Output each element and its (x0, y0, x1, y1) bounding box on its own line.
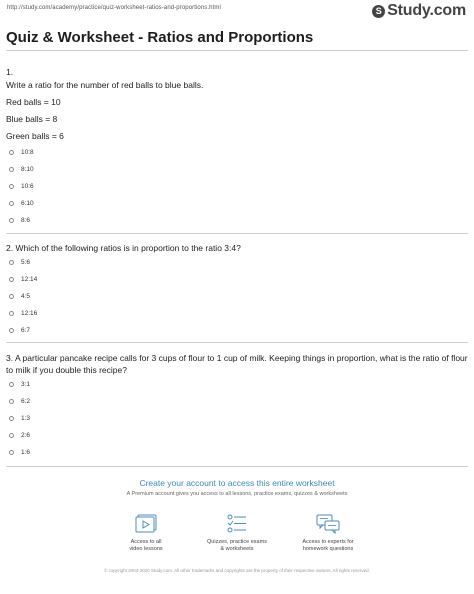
radio-button[interactable] (9, 433, 14, 438)
question-text: 2. Which of the following ratios is in proportion to the ratio 3:4? (6, 243, 241, 253)
question-divider (6, 342, 468, 343)
radio-button[interactable] (9, 311, 14, 316)
logo-mark-icon: S (372, 5, 385, 18)
option-label: 2:6 (21, 432, 31, 439)
option-label: 1:6 (21, 449, 31, 456)
question-1 (6, 67, 468, 141)
feature-label: Quizzes, practice exams (207, 539, 267, 545)
copyright-footer: © copyright 2003-2020 Study.com. All other trademarks and copyrights are the property of their respective owners. All rights reserved. (104, 568, 370, 573)
radio-button[interactable] (9, 382, 14, 387)
feature-label: homework questions (302, 546, 354, 552)
option-label: 6:7 (21, 327, 31, 334)
quiz-checklist-icon (224, 513, 250, 535)
option-label: 12:14 (21, 276, 38, 283)
info-line: Blue balls = 8 (6, 114, 58, 124)
feature-video-lessons (101, 513, 191, 553)
answer-option[interactable] (9, 144, 34, 161)
option-label: 4:5 (21, 293, 31, 300)
signup-cta (0, 478, 474, 497)
radio-button[interactable] (9, 167, 14, 172)
answer-option[interactable] (9, 212, 34, 229)
answer-options-1 (9, 144, 34, 229)
option-label: 8:10 (21, 166, 34, 173)
cta-divider (6, 466, 468, 467)
answer-option[interactable] (9, 161, 34, 178)
answer-option[interactable] (9, 271, 37, 288)
question-3 (6, 350, 468, 376)
answer-option[interactable] (9, 178, 34, 195)
option-label: 6:10 (21, 200, 34, 207)
radio-button[interactable] (9, 294, 14, 299)
feature-label: Access to all (130, 539, 162, 545)
question-divider (6, 233, 468, 234)
answer-options-3 (9, 376, 30, 461)
answer-option[interactable] (9, 195, 34, 212)
question-2 (6, 240, 468, 254)
option-label: 3:1 (21, 381, 31, 388)
radio-button[interactable] (9, 201, 14, 206)
answer-option[interactable] (9, 254, 37, 271)
answer-option[interactable] (9, 322, 37, 339)
answer-option[interactable] (9, 288, 37, 305)
option-label: 5:6 (21, 259, 31, 266)
option-label: 10:8 (21, 149, 34, 156)
radio-button[interactable] (9, 399, 14, 404)
answer-option[interactable] (9, 305, 37, 322)
chat-bubbles-icon (315, 513, 341, 535)
answer-option[interactable] (9, 410, 30, 427)
radio-button[interactable] (9, 277, 14, 282)
question-text: 3. A particular pancake recipe calls for 3 cups of flour to 1 cup of milk. Keeping things in proportion, what is the ratio of flour to milk if you double this recipe? (6, 353, 468, 375)
cta-title[interactable]: Create your account to access this entire worksheet (139, 478, 335, 488)
radio-button[interactable] (9, 328, 14, 333)
cta-subtitle: A Premium account gives you access to all lessons, practice exams, quizzes & worksheets (126, 491, 348, 497)
page-title: Quiz & Worksheet - Ratios and Proportions (6, 29, 314, 46)
answer-option[interactable] (9, 427, 30, 444)
title-divider (6, 50, 468, 51)
option-label: 10:6 (21, 183, 34, 190)
feature-experts (283, 513, 373, 553)
radio-button[interactable] (9, 416, 14, 421)
feature-label: & worksheets (220, 546, 254, 552)
answer-option[interactable] (9, 393, 30, 410)
answer-options-2 (9, 254, 37, 339)
page-header (0, 0, 474, 24)
question-text: Write a ratio for the number of red balls to blue balls. (6, 80, 204, 90)
radio-button[interactable] (9, 450, 14, 455)
option-label: 8:6 (21, 217, 31, 224)
radio-button[interactable] (9, 218, 14, 223)
option-label: 1:3 (21, 415, 31, 422)
question-number: 1. (6, 67, 14, 77)
option-label: 6:2 (21, 398, 31, 405)
logo-text: Study.com (387, 2, 466, 19)
answer-option[interactable] (9, 376, 30, 393)
option-label: 12:16 (21, 310, 38, 317)
feature-label: Access to experts for (302, 539, 354, 545)
feature-quizzes (192, 513, 282, 553)
study-logo[interactable] (372, 2, 466, 20)
answer-option[interactable] (9, 444, 30, 461)
radio-button[interactable] (9, 150, 14, 155)
radio-button[interactable] (9, 184, 14, 189)
info-line: Red balls = 10 (6, 97, 61, 107)
page-url[interactable]: http://study.com/academy/practice/quiz-worksheet-ratios-and-proportions.html (7, 5, 221, 11)
feature-label: video lessons (129, 546, 163, 552)
video-lesson-icon (133, 513, 159, 535)
radio-button[interactable] (9, 260, 14, 265)
info-line: Green balls = 6 (6, 131, 64, 141)
